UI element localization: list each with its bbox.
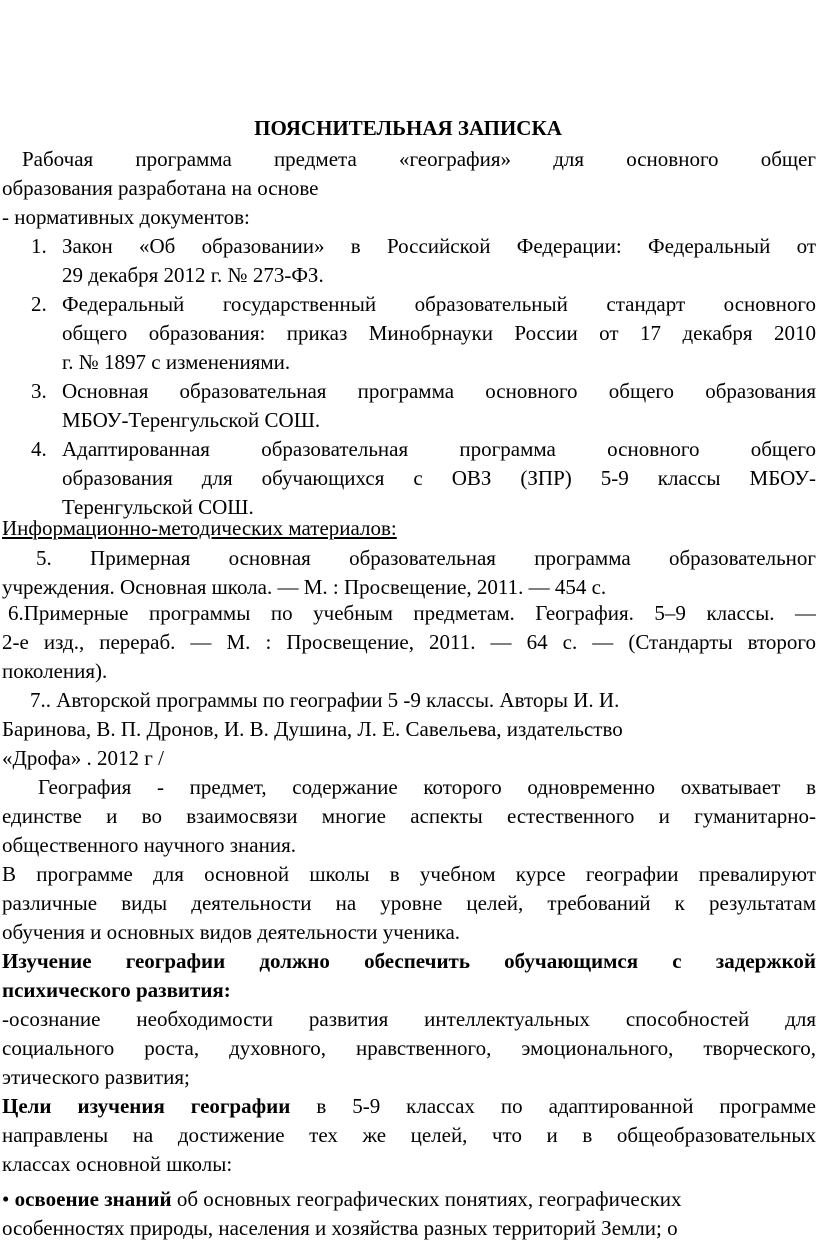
intro-line: - нормативных документов:	[2, 205, 250, 229]
bold-heading-line: психического развития:	[2, 978, 231, 1002]
list-number: 1.	[31, 234, 47, 258]
page-title: ПОЯСНИТЕЛЬНАЯ ЗАПИСКА	[254, 116, 562, 140]
list-item-line: МБОУ-Теренгульской СОШ.	[62, 408, 321, 432]
bullet-icon: •	[2, 1187, 10, 1211]
materials-line: поколения).	[2, 659, 108, 683]
paragraph-line: -осознание необходимости развития интеллектуальных способностей для	[2, 1007, 816, 1031]
list-number: 3.	[31, 379, 47, 403]
materials-line: Баринова, В. П. Дронов, И. В. Душина, Л. Е. Савельева, издательство	[2, 717, 623, 741]
list-number: 4.	[31, 437, 47, 461]
bullet-text: об основных географических понятиях, географических	[171, 1187, 682, 1211]
paragraph-line: В программе для основной школы в учебном курсе географии превалируют	[2, 862, 816, 886]
bullet-line: особенностях природы, населения и хозяйства разных территорий Земли; о	[2, 1216, 678, 1240]
paragraph-line	[2, 1093, 816, 1119]
bold-heading-line: Изучение географии должно обеспечить обучающимся с задержкой	[2, 949, 816, 973]
list-item-line: Адаптированная образовательная программа основного общего	[62, 437, 816, 461]
materials-line: учреждения. Основная школа. — М. : Просвещение, 2011. — 454 с.	[2, 575, 607, 599]
list-item-line: образования для обучающихся с ОВЗ (ЗПР) 5-9 классы МБОУ-	[62, 466, 816, 490]
paragraph-line: единстве и во взаимосвязи многие аспекты естественного и гуманитарно-	[2, 804, 816, 828]
bullet-bold-text: освоение знаний	[14, 1187, 172, 1211]
paragraph-line: различные виды деятельности на уровне целей, требований к результатам	[2, 891, 816, 915]
materials-line: 5. Примерная основная образовательная программа образовательног	[36, 546, 816, 570]
paragraph-line: этического развития;	[2, 1065, 190, 1089]
paragraph-line: направлены на достижение тех же целей, что и в общеобразовательных	[2, 1123, 816, 1147]
materials-line: 7.. Авторской программы по географии 5 -9 классы. Авторы И. И.	[30, 688, 620, 712]
list-item-line: Федеральный государственный образовательный стандарт основного	[62, 292, 816, 316]
intro-line: Рабочая программа предмета «география» для основного общег	[22, 147, 816, 171]
goals-bold-text: Цели изучения географии	[2, 1094, 291, 1118]
materials-line: «Дрофа» . 2012 г /	[2, 746, 164, 770]
goals-text: в 5-9 классах по адаптированной программе	[290, 1094, 816, 1118]
paragraph-line: социального роста, духовного, нравственного, эмоционального, творческого,	[2, 1036, 816, 1060]
list-item-line: 29 декабря 2012 г. № 273-ФЗ.	[62, 263, 324, 287]
list-item-line: общего образования: приказ Минобрнауки России от 17 декабря 2010	[62, 321, 816, 345]
materials-heading: Информационно-методических материалов:	[2, 516, 397, 540]
materials-line: 2-е изд., перераб. — М. : Просвещение, 2011. — 64 с. — (Стандарты второго	[2, 630, 816, 654]
paragraph-line: обучения и основных видов деятельности ученика.	[2, 920, 461, 944]
list-item-line: Закон «Об образовании» в Российской Федерации: Федеральный от	[62, 234, 816, 258]
materials-line: 6.Примерные программы по учебным предметам. География. 5–9 классы. —	[8, 601, 816, 625]
bullet-line	[2, 1186, 682, 1212]
paragraph-line: География - предмет, содержание которого одновременно охватывает в	[38, 775, 816, 799]
list-item-line: Основная образовательная программа основного общего образования	[62, 379, 816, 403]
intro-line: образования разработана на основе	[2, 176, 319, 200]
list-item-line: г. № 1897 с изменениями.	[62, 350, 291, 374]
list-item-line: Теренгульской СОШ.	[62, 495, 254, 519]
list-number: 2.	[31, 292, 47, 316]
paragraph-line: общественного научного знания.	[2, 833, 296, 857]
paragraph-line: классах основной школы:	[2, 1152, 233, 1176]
